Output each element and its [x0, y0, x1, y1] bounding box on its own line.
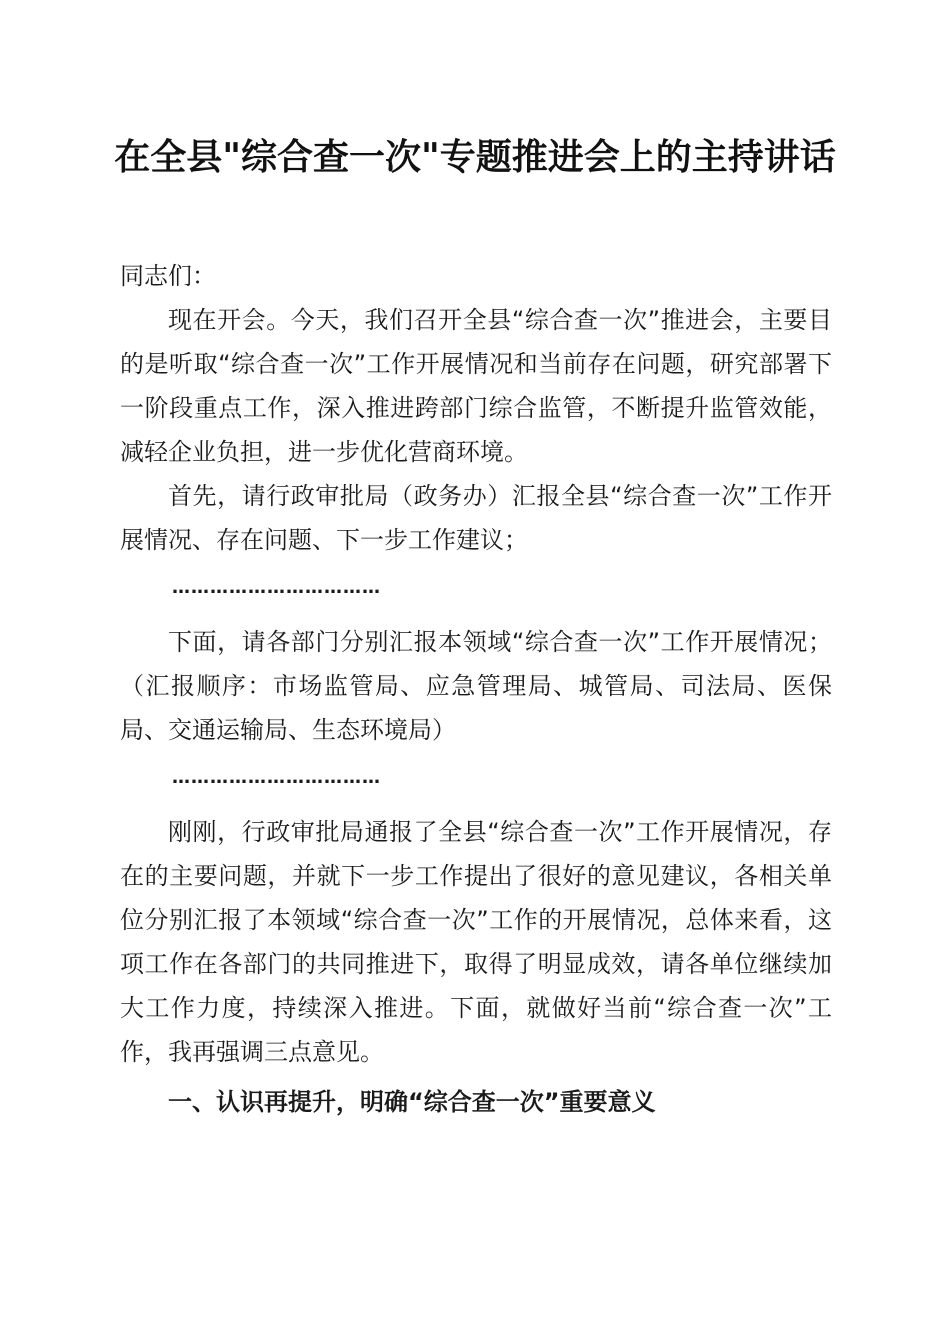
ellipsis-separator: …………………………… [172, 767, 381, 788]
paragraph-summary: 刚刚，行政审批局通报了全县“综合查一次”工作开展情况，存在的主要问题，并就下一步工作提出了很好的意见建议，各相关单位分别汇报了本领域“综合查一次”工作的开展情况，总体来看，这项工作在各部门的共同推进下，取得了明显成效，请各单位继续加大工作力度，持续深入推进。下面，就做好当前“综合查一次”工作，我再强调三点意见。 [120, 818, 832, 1066]
document-title: 在全县"综合查一次"专题推进会上的主持讲话 [114, 136, 836, 178]
paragraph-first-report: 首先，请行政审批局（政务办）汇报全县“综合查一次”工作开展情况、存在问题、下一步工作建议； [120, 482, 832, 554]
ellipsis-separator: …………………………… [172, 577, 381, 598]
section-heading: 一、认识再提升，明确“综合查一次”重要意义 [168, 1088, 656, 1116]
paragraph-opening: 现在开会。今天，我们召开全县“综合查一次”推进会，主要目的是听取“综合查一次”工作开展情况和当前存在问题，研究部署下一阶段重点工作，深入推进跨部门综合监管，不断提升监管效能，减轻企业负担，进一步优化营商环境。 [120, 306, 832, 466]
salutation: 同志们： [120, 262, 216, 290]
document-body [120, 250, 832, 1124]
paragraph-department-reports: 下面，请各部门分别汇报本领域“综合查一次”工作开展情况；（汇报顺序：市场监管局、应急管理局、城管局、司法局、医保局、交通运输局、生态环境局） [120, 628, 832, 744]
